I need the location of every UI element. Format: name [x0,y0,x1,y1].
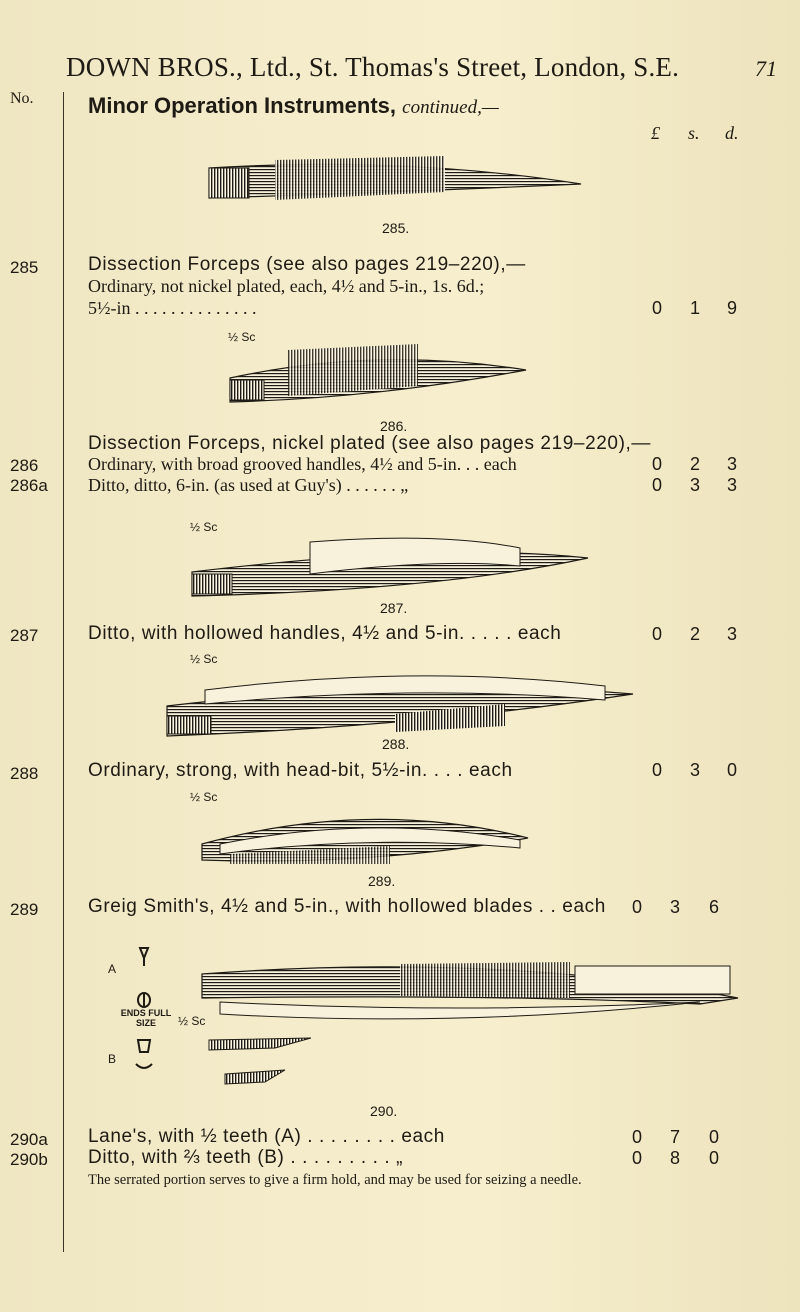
item-285-line-3: 5½-in . . . . . . . . . . . . . . [88,298,257,318]
price-290b-pounds: 0 [632,1148,643,1168]
item-286-line-2: Ordinary, with broad grooved handles, 4½ and 5-in. . . each [88,454,517,474]
price-287-shillings: 2 [690,624,701,644]
price-286a-pounds: 0 [652,475,663,495]
figure-number-288: 288. [382,736,410,752]
price-285-shillings: 1 [690,298,701,318]
tooth-ends-illustration [124,944,164,1074]
price-290b-shillings: 8 [670,1148,681,1168]
forceps-289-illustration [200,794,530,872]
scale-286: ½ Sc [228,330,256,344]
page-header: DOWN BROS., Ltd., St. Thomas's Street, London, S.E. [66,52,680,82]
ends-full-size-label: ENDS FULL SIZE [120,1008,172,1028]
scale-289: ½ Sc [190,790,218,804]
price-289-pounds: 0 [632,897,643,917]
number-column-label: No. [10,90,34,107]
item-290a-line: Lane's, with ½ teeth (A) . . . . . . . . each [88,1126,445,1147]
label-b: B [108,1052,117,1066]
catalogue-number-285: 285 [10,258,39,277]
price-285-pence: 9 [727,298,738,318]
price-286-shillings: 2 [690,454,701,474]
scale-290: ½ Sc [178,1014,206,1028]
forceps-290a-illustration [200,958,740,1030]
catalogue-number-289: 289 [10,900,39,919]
catalogue-number-290a: 290a [10,1130,48,1149]
catalogue-number-287: 287 [10,626,39,645]
price-286-pence: 3 [727,454,738,474]
column-rule [63,92,64,1252]
price-290b-pence: 0 [709,1148,720,1168]
price-288-pence: 0 [727,760,738,780]
price-288-shillings: 3 [690,760,701,780]
price-290a-shillings: 7 [670,1127,681,1147]
forceps-286-illustration [228,340,528,406]
item-290-note: The serrated portion serves to give a firm hold, and may be used for seizing a needle. [88,1172,582,1188]
item-287-line: Ditto, with hollowed handles, 4½ and 5-in. . . . . each [88,623,562,644]
price-286-pounds: 0 [652,454,663,474]
catalogue-number-288: 288 [10,764,39,783]
catalogue-number-286a: 286a [10,476,48,495]
price-285-pounds: 0 [652,298,663,318]
figure-number-286: 286. [380,418,408,434]
label-a: A [108,962,117,976]
price-289-shillings: 3 [670,897,681,917]
catalogue-number-290b: 290b [10,1150,48,1169]
item-286a-line: Ditto, ditto, 6-in. (as used at Guy's) . . . . . . „ [88,475,409,495]
forceps-288-illustration [165,664,635,740]
item-289-line: Greig Smith's, 4½ and 5-in., with hollowed blades . . each [88,896,606,917]
item-288-line: Ordinary, strong, with head-bit, 5½-in. . . . each [88,760,513,781]
section-continued: continued,— [402,97,499,118]
price-289-pence: 6 [709,897,720,917]
price-290a-pence: 0 [709,1127,720,1147]
scale-288: ½ Sc [190,652,218,666]
figure-number-289: 289. [368,873,396,889]
forceps-285-illustration [205,154,585,214]
price-288-pounds: 0 [652,760,663,780]
item-285-line-1: Dissection Forceps (see also pages 219–220),— [88,254,526,275]
figure-number-285: 285. [382,220,410,236]
price-286a-pence: 3 [727,475,738,495]
section-title [88,93,499,119]
item-286-line-1: Dissection Forceps, nickel plated (see also pages 219–220),— [88,433,652,454]
currency-shillings: s. [688,123,700,143]
price-287-pounds: 0 [652,624,663,644]
figure-number-290: 290. [370,1103,398,1119]
price-290a-pounds: 0 [632,1127,643,1147]
figure-number-287: 287. [380,600,408,616]
currency-pounds: £ [651,123,660,143]
forceps-287-illustration [190,526,590,598]
section-title-text: Minor Operation Instruments, [88,93,397,118]
currency-pence: d. [725,123,739,143]
price-287-pence: 3 [727,624,738,644]
item-285-line-2: Ordinary, not nickel plated, each, 4½ and 5-in., 1s. 6d.; [88,276,485,296]
item-290b-line: Ditto, with ⅔ teeth (B) . . . . . . . . . „ [88,1147,404,1168]
page-number: 71 [755,56,777,81]
catalogue-number-286: 286 [10,456,39,475]
scale-287: ½ Sc [190,520,218,534]
price-286a-shillings: 3 [690,475,701,495]
forceps-290b-illustration [205,1034,315,1092]
